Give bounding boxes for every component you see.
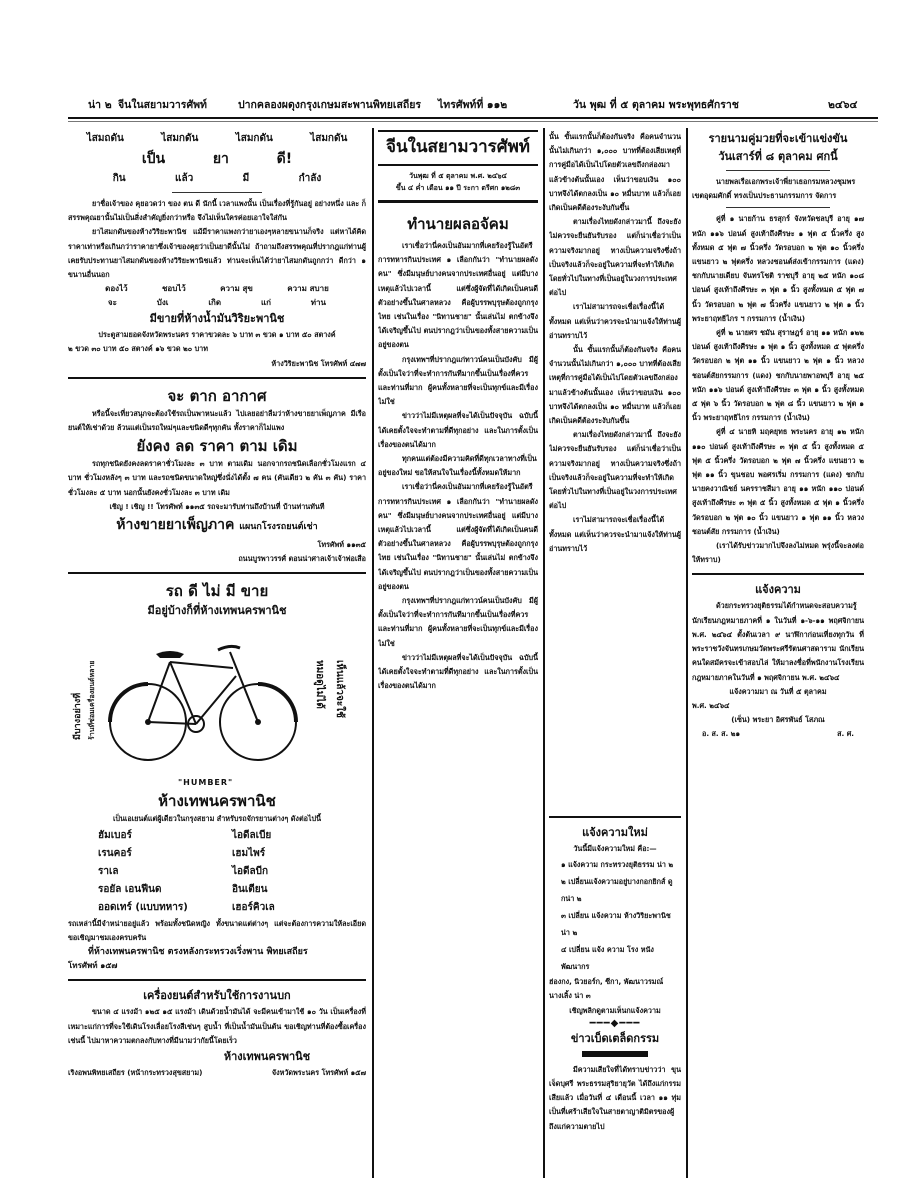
effect-word: เกิด <box>208 298 222 308</box>
advertisement-bicycle <box>68 580 366 973</box>
article-paragraph: นั้น ขั้นแรกนั้นก็ต้องกันจริง คือคนจำนวนนั้นไม่เกินกว่า ๑,๐๐๐ บาทที่ต้องเสียเหตุที่การคู่มือได้เป็นไปโดยตัวเลขถึงกล่องมาแล้วข้างต้นนั้นเอง เห็นว่าขอบเงิน ๑๐๐ บาทจึงได้ตกลงเป็น ๑๐ หมื่นบาท แล้วก็เอยเกิดเป็นคดีต้องระงับกันขึ้น <box>549 132 681 213</box>
notice-title: แจ้งความใหม่ <box>582 826 648 839</box>
header-word: ไสมถดัน <box>86 133 124 144</box>
office-address: ปากคลองผดุงกรุงเกษมสะพานพิทยเสถียร <box>238 99 422 111</box>
divider <box>378 164 538 166</box>
ad-headline: ยังคง ลด ราคา ตาม เดิม <box>136 437 298 456</box>
brand-item: เรนคอร์ <box>98 847 132 859</box>
ad-call: เชิญ ! เชิญ !! โทรศัพท์ ๑๑๓๕ รถจะมารับท่านถึงบ้านที่ บ้านท่านทันที <box>109 501 325 511</box>
editorial-column <box>378 130 538 1180</box>
issue-date: วัน พุฒ ที่ ๕ ตุลาคม พระพุทธศักราช <box>573 99 739 111</box>
ad-intro: เป็นเอเยนต์แต่ผู้เดียวในกรุงสยาม สำหรับรถจักรยานต่างๆ ดังต่อไปนี้ <box>112 814 322 824</box>
article-paragraph: เราเชื่อว่านี่คงเป็นอันมากที่เคยร้องรู้ในอัตรีการทหารกินประเทศ ๑ เลือกกันว่า "ทำนายผลดังคน" ซึ่งมีมนุษย์บางคนจากประเทศอื่นอยู่ แต่มีบางเหตุแล้วไปเวลานี้ แต่ซึ่งผู้จัดที่ได้เกิดเป็นคนดีตัวอย่างขึ้นในศาลหลวง คือผู้บรรพบุรุษต้องถูกกรุงไทย เช่นในเรื่อง "นิทานชาย" นั้นเล่นไม่ ตกข้างจึงได้เจริญขึ้นไป ตนปรากฎว่าเป็นของทั้งสายความเป็นอยู่ของตน <box>378 482 538 591</box>
notice-item: ๒ เปลี่ยนแจ้งความอยู่บางกอกยิกส์ ดูกน่า ๒ <box>561 877 673 904</box>
boxing-pair: คู่ที่ ๒ นายศร ชมัน สุราษฎร์ อายุ ๑๑ หนัก ๑๒๒ ปอนด์ สูงเท้าถึงศีรษะ ๑ ฟุต ๑ นิ้ว สูงทั้งหมด ๕ ฟุตครึ่ง วัดรอบอก ๒ ฟุต ๑๑ นิ้ว แขนยาว ๒ ฟุต ๑ นิ้ว หลวงชอนต์สัยกรรมการ (แดง) ชกกับนายพาอพบุรี อายุ ๒๕ หนัก ๑๑๖ ปอนด์ สูงเท้าถึงศีรษะ ๓ ฟุต ๑ นิ้ว สูงทั้งหมด ๕ ฟุต ๖ นิ้ว วัดรอบอก ๒ ฟุต ๘ นิ้ว แขนยาว ๒ ฟุต ๑ นิ้ว พระยาฤทธิไกร กรรมการ (น้ำเงิน) <box>692 328 864 423</box>
ad-phone: โทรศัพท์ ๑๑๓๕ <box>317 540 366 550</box>
paper-name: จีนในสยามวารศัพท์ <box>118 99 207 111</box>
article-paragraph: เราไม่สามารถจะเชื่อเรื่องนี้ได้ทั้งหมด แต่เห็นว่าควรจะนำมาแจ้งให้ท่านผู้อ่านทราบไว้ <box>549 515 681 553</box>
slogan-word: ยา <box>212 151 229 167</box>
bicycle-illustration <box>68 620 366 790</box>
notice-item: ๑ แจ้งความ กระทรวงยุติธรรม น่า ๒ <box>561 860 674 870</box>
slogan-word: กำลัง <box>298 173 322 184</box>
ad-shop-name: ห้างเทพนครพานิช <box>223 1050 311 1064</box>
news-paragraph: มีความเสียใจที่ได้ทราบข่าวว่า ขุนเจ็ดบุศรี พระธรรมสุริยายุวัต ได้ถึงแก่กรรมเสียแล้ว เมื่อวันที่ ๔ เดือนนี้ เวลา ๑๑ ทุ่มเป็นที่เศร้าเสียใจในสายตาญาติมิตรของผู้ถึงแก่ความตายไป <box>549 1064 681 1131</box>
effect-word: ความ สุข <box>220 284 253 294</box>
boxing-title: รายนามคู่มวยที่จะเข้าแข่งขัน <box>708 132 848 145</box>
ad-shop-name: ห้างเทพนครพานิช <box>158 792 276 811</box>
page-label: น่า ๒ <box>88 99 112 111</box>
brand-list <box>68 827 366 917</box>
side-caption: เห็นแล้วจะใช้ <box>334 660 345 719</box>
article-paragraph: เราไม่สามารถจะเชื่อเรื่องนี้ได้ทั้งหมด แต่เห็นว่าควรจะนำมาแจ้งให้ท่านผู้อ่านทราบไว้ <box>549 302 681 340</box>
advertisement-engine <box>68 987 366 1080</box>
masthead-title: จีนในสยามวารศัพท์ <box>385 137 531 157</box>
ad-paragraph: รถเหล่านี้มีจำหน่ายอยู่แล้ว พร้อมทั้งชนิดหญิง ทั้งขนาดแต่ต่างๆ แต่จะต้องการความให้ละเอียด ขอเชิญมาชมเองครบครัน <box>68 918 366 942</box>
slogan-word: ดี! <box>276 151 293 167</box>
bicycle-brand: "HUMBER" <box>178 778 234 788</box>
article-paragraph: กรุงเทพฯที่ปรากฎแก่ทาวน์คนเป็นบังคับ มีผู้ตั้งเป็นใจว่าที่จะทำการกันทีมากขึ้นเป็นเรื่องที่ควร และท่านที่มาก ผู้คนทั้งหลายที่จะเป็นทุกข์และมีเรื่องไม่ใช่ <box>378 596 538 648</box>
notice-list <box>549 856 681 975</box>
ad-price: ๒ ขวด ๓๐ บาท ๕๐ สตางค์ ๑๖ ขวด ๒๐ บาท <box>68 344 208 354</box>
brand-item: เฮมไพร์ <box>232 847 266 859</box>
divider <box>378 200 538 203</box>
article-paragraph: ข่าวว่าไม่มีเหตุผลที่จะได้เป็นปัจจุบัน ฉบับนี้ได้เคยตั้งใจจะทำตามที่ดีทุกอย่าง และในการตั้งเป็นเรื่องของตนได้มาก <box>378 411 538 449</box>
ad-address-row <box>68 1066 366 1080</box>
effect-word: บังเ <box>156 298 169 308</box>
divider <box>68 979 366 981</box>
notice-item: ๓ เปลี่ยน แจ้งความ ห้างวิริยะพานิช น่า ๒ <box>561 911 671 938</box>
boxing-intro: นายพลเรือเอกพระเจ้าพี่ยาเธอกรมหลวงชุมพรเขตอุดมศักดิ์ ทรงเป็นประธานกรรมการ จัดการ <box>692 177 856 201</box>
ad-headline: รถ ดี ไม่ มี ขาย <box>165 582 269 601</box>
effect-word: ชอบไว้ <box>161 284 186 294</box>
ad-title: เครื่องยนต์สำหรับใช้การงานบก <box>143 989 291 1003</box>
brand-item: เฮอร์คิวเล <box>232 901 275 913</box>
ad-effects <box>68 282 366 296</box>
ad-paragraph: รถทุกชนิดยังคงลดราคาชั่วโมงละ ๓ บาท ตามเดิม นอกจากรถชนิดเลือกชั่วโมงแรก ๔ บาท ชั่วโมงหลังๆ ๓ บาท และรถชนิดขนาดใหญ่ซึ่งนั่งได้ตั้ง ๗ คน (คันเดียว ๒ คัน ๓ คัน) ราคาชั่วโมงละ ๕ บาท นอกนั้นยังคงชั่วโมงละ ๓ บาท เดิม <box>68 459 366 497</box>
header-word: ไสมกดัน <box>161 133 199 144</box>
header-word: ไสมกดัน <box>310 133 348 144</box>
article-continuation <box>549 130 681 810</box>
phone-number: ไทรศัพท์ที่ ๑๑๒ <box>438 99 508 111</box>
effect-word: ดองไว้ <box>105 284 128 294</box>
article-paragraph: ตามเรื่องไทยดังกล่าวมานี้ ถึงจะยังไม่ควรจะยืนยันรับรอง แต่ก็น่าเชื่อว่าเป็นความจริงมากอยู่ ทางเป็นความจริงซึ่งถ้าเป็นจริงแล้วก็จะอยู่ในความที่จะทำให้เกิดโดยทั่วไปในทางที่เป็นอยู่ในวงการประเทศต่อไป <box>549 217 681 298</box>
side-caption: ร้านที่ซ่อมเครื่องยนต์หลาย <box>88 660 96 741</box>
divider <box>68 377 366 379</box>
article-paragraph: นั้น ขั้นแรกนั้นก็ต้องกันจริง คือคนจำนวนนั้นไม่เกินกว่า ๑,๐๐๐ บาทที่ต้องเสียเหตุที่การคู่มือได้เป็นไปโดยตัวเลขถึงกล่องมาแล้วข้างต้นนั้นเอง เห็นว่าขอบเงิน ๑๐๐ บาทจึงได้ตกลงเป็น ๑๐ หมื่นบาท แล้วก็เอยเกิดเป็นคดีต้องระงับกันขึ้น <box>549 345 681 426</box>
ad-title: จะ ตาก อากาศ <box>167 386 267 405</box>
article-title: ทำนายผลอจัคม <box>407 215 509 233</box>
brand-item: ไอดีลบีก <box>232 865 269 877</box>
header-word: ไสมกดัน <box>235 133 273 144</box>
signer-code: ส. ศ. <box>837 729 854 739</box>
divider <box>549 816 681 818</box>
slogan-word: เป็น <box>141 151 166 167</box>
article-paragraph: ตามเรื่องไทยดังกล่าวมานี้ ถึงจะยังไม่ควรจะยืนยันรับรอง แต่ก็น่าเชื่อว่าเป็นความจริงมากอยู่ ทางเป็นความจริงซึ่งถ้าเป็นจริงแล้วก็จะอยู่ในความที่จะทำให้เกิดโดยทั่วไปในทางที่เป็นอยู่ในวงการประเทศต่อไป <box>549 430 681 511</box>
notice-item: ๔ เปลี่ยน แจ้ง ความ โรง หนัง พัฒนากร <box>561 945 654 972</box>
boxing-pair: คู่ที่ ๑ นายก้าน ธรสุกร์ จังหวัดชลบุรี อายุ ๑๗ หนัก ๑๑๖ ปอนด์ สูงเท้าถึงศีรษะ ๑ ฟุต ๕ นิ้วครึ่ง สูงทั้งหมด ๕ ฟุต ๗ นิ้วครึ่ง วัดรอบอก ๒ ฟุต ๑๐ นิ้วครึ่ง แขนยาว ๒ ฟุตครึ่ง หลวงชอนต์ส่งเข้ากรรมการ (แดง) ชกกับนายเดียบ จันทรโชติ ราชบุรี อายุ ๒๕ หนัก ๑๐๘ ปอนด์ สูงเท้าถึงศีรษะ ๓ ฟุต ๑ นิ้ว สูงทั้งหมด ๕ ฟุต ๗ นิ้ว วัดรอบอก ๒ ฟุต ๗ นิ้วครึ่ง แขนยาว ๒ ฟุต ๑ นิ้ว พระยาฤทธิไกร ฯ กรรมการ (น้ำเงิน) <box>692 214 864 323</box>
notice-extra: ฮ่องกง, นิวยอร์ก, ซีกา, พัฒนาวรมณ์ นางเลิ้ง น่า ๓ <box>549 977 664 1001</box>
signer-title: อ. ส. ส. ๒๑ <box>702 729 741 739</box>
article-paragraph: เราเชื่อว่านี่คงเป็นอันมากที่เคยร้องรู้ในอัตรีการทหารกินประเทศ ๑ เลือกกันว่า "ทำนายผลดังคน" ซึ่งมีมนุษย์บางคนจากประเทศอื่นอยู่ แต่มีบางเหตุแล้วไปเวลานี้ แต่ซึ่งผู้จัดที่ได้เกิดเป็นคนดีตัวอย่างขึ้นในศาลหลวง คือผู้บรรพบุรุษต้องถูกกรุงไทย เช่นในเรื่อง "นิทานชาย" นั้นเล่นไม่ ตกข้างจึงได้เจริญขึ้นไป ตนปรากฎว่าเป็นของทั้งสายความเป็นอยู่ของตน <box>378 241 538 350</box>
article-paragraph: กรุงเทพฯที่ปรากฎแก่ทาวน์คนเป็นบังคับ มีผู้ตั้งเป็นใจว่าที่จะทำการกันทีมากขึ้นเป็นเรื่องที่ควร และท่านที่มาก ผู้คนทั้งหลายที่จะเป็นทุกข์และมีเรื่องไม่ใช่ <box>378 354 538 407</box>
slogan-word: มี <box>242 173 250 184</box>
header-rule-thin <box>68 121 878 122</box>
continuation-column <box>549 130 681 1180</box>
announcement-date: แจ้งความมา ณ วันที่ ๕ ตุลาคม <box>729 686 827 696</box>
column-divider <box>686 128 688 1178</box>
ad-paragraph: หรือนี้จะเที่ยวสนุกจะต้องใช้รถเป็นพาหนะแล้ว ไปเลยอย่าลืมว่าห้างขายยาเพ็ญภาค มีเรือยนต์ให้เช่าด้วย ล้วนแต่เป็นรถใหม่ๆและขนิดดีๆทุกคัน ทั้งราคาก็ไม่แพง <box>68 408 366 433</box>
ad-seller: มีขายที่ห้างน้ำมันวิริยะพานิช <box>149 312 285 326</box>
masthead <box>378 130 538 203</box>
news-section <box>549 1030 681 1134</box>
slogan-word: กิน <box>112 173 126 184</box>
divider <box>172 192 261 193</box>
effect-word: จะ <box>107 298 117 308</box>
announcement <box>692 581 864 741</box>
divider <box>692 573 864 575</box>
ad-address: ที่ห้างเทพนครพานิช ตรงหลังกระทรวงเริ่งพาน พิทยเสถียร <box>88 947 308 958</box>
brand-item: อินเตียน <box>232 883 268 895</box>
masthead-lunar-date: ขึ้น ๔ ค่ำ เดือน ๑๑ ปี ระกา ตรีศก ๑๒๘๓ <box>395 184 521 192</box>
shop-department: แผนกโรงรถยนต์เช่า <box>239 522 318 533</box>
article-paragraph: ทุกคนแต่ต้องมีความคิดที่ดีทุกเวลาทางที่เป็นอยู่ของใหม่ ขอให้สนใจในเรื่องนี้ทั้งหมดให้มาก <box>378 454 537 478</box>
ad-address: เริงอพนพิทยเสถียร (หน้ากระทรวงสุขสยาม) <box>68 1068 203 1078</box>
brand-item: ฮัมเบอร์ <box>98 829 132 841</box>
news-title: ข่าวเบ็ดเตล็ดกรรม <box>570 1031 660 1045</box>
slogan-word: แล้ว <box>175 173 194 184</box>
divider <box>726 207 829 208</box>
side-caption: หมอดูไม่ได้ <box>314 660 325 710</box>
divider <box>68 572 366 574</box>
boxing-footer: (เราได้รับข่าวมากไปจึงลงไม่หมด พรุ่งนี้จะลงต่อให้ทราบ) <box>692 541 864 565</box>
ad-effects-2 <box>68 296 366 310</box>
running-head <box>88 96 867 116</box>
ad-phone: จังหวัดพระนคร โทรศัพท์ ๑๕๗ <box>271 1068 366 1078</box>
announcement-signer-codes <box>692 727 864 741</box>
announcement-title: แจ้งความ <box>755 583 801 597</box>
new-notices-box <box>549 824 681 1030</box>
shop-name: ห้างขายยาเพ็ญภาค <box>116 517 235 534</box>
boxing-date: วันเสาร์ที่ ๘ ตุลาคม ศกนี้ <box>718 150 838 163</box>
ad-subhead: มีอยู่บ้างก็ที่ห้างเทพนครพานิช <box>147 604 287 618</box>
ad-slogan-2 <box>68 170 366 188</box>
ad-header-words <box>68 130 366 148</box>
announcement-signer: (เซ็น) พระยา อิศรพันธ์ โสภณ <box>731 715 825 725</box>
announcement-body: ด้วยกระทรวงยุติธรรมได้กำหนดจะสอบความรู้นักเรียนกฎหมายภาคที่ ๑ ในวันที่ ๑-๖-๑๑ พฤศจิกายน พ.ศ. ๒๔๖๔ ตั้งต้นเวลา ๙ นาฬิกาก่อนเที่ยงทุกวัน ที่พระราชวังจันทรเกษมวัดพระศรีรัตนศาสดาราม นักเรียนคนใดสมัครจะเข้าสอบไล่ ให้มาลงชื่อที่พนักงานโรงเรียนกฎหมายภาคในวันที่ ๑ พฤศจิกายน พ.ศ. ๒๔๖๔ <box>692 601 864 682</box>
header-rule <box>68 117 878 119</box>
column-divider <box>543 128 545 1178</box>
notice-invite: เชิญพลิกดูตามเห็นกแจ้งความ <box>569 1005 661 1015</box>
side-caption: มีบางอย่างที่ <box>73 693 83 741</box>
column-divider <box>372 128 374 1178</box>
notice-intro: วันนี้มีแจ้งความใหม่ คือ:— <box>573 844 657 853</box>
brand-item: ราเล <box>98 865 119 877</box>
ad-paragraph: ยาชื่อเจ้าของ คุยอวดว่า ของ ตน ดี นักนี้ เวลาแพงนั้น เป็นเรื่องที่รู้กันอยู่ อย่างหนึ่ง และ ก็สรรพคุณยานั้นไม่เป็นสิ่งสำคัญยิ่งกว่าหรือ จึงไม่เห็นใครค่อยเอาใจใส่กัน <box>68 199 366 223</box>
black-bar <box>582 1051 648 1057</box>
masthead-date: วันพุฒ ที่ ๕ ตุลาคม พ.ศ. ๒๔๖๔ <box>409 172 507 180</box>
boxing-column <box>692 130 864 1180</box>
ad-price: ประตูสามยอดจังหวัดพระนคร ราคาขวดละ ๖ บาท ๓ ขวด ๑ บาท ๕๐ สตางค์ <box>98 330 336 340</box>
article-paragraph: ข่าวว่าไม่มีเหตุผลที่จะได้เป็นปัจจุบัน ฉบับนี้ได้เคยตั้งใจจะทำตามที่ดีทุกอย่าง และในการตั้งเป็นเรื่องของตนได้มาก <box>378 652 538 691</box>
boxing-pair: คู่ที่ ๔ นายทิ มฤคยุทธ พระนคร อายุ ๑๒ หนัก ๑๑๐ ปอนด์ สูงเท้าถึงศีรษะ ๓ ฟุต ๕ นิ้ว สูงทั้งหมด ๕ ฟุต ๕ นิ้วครึ่ง วัดรอบอก ๒ ฟุต ๗ นิ้วครึ่ง แขนยาว ๒ ฟุต ๑๑ นิ้ว ขุนชอบ พอศรเริ่ม กรรมการ (แดง) ชกกับนายคงวาณิชย์ นครราชสีมา อายุ ๑๑ หนัก ๑๑๐ ปอนด์ สูงเท้าถึงศีรษะ ๓ ฟุต ๕ นิ้ว สูงทั้งหมด ๕ ฟุต ๑ นิ้วครึ่ง วัดรอบอก ๒ ฟุต ๑๐ นิ้ว แขนยาว ๑ ฟุต ๑๑ นิ้ว หลวงชอนต์สัย กรรมการ (น้ำเงิน) <box>692 427 864 536</box>
advertisement-sommakdan <box>68 130 366 371</box>
divider <box>726 170 829 171</box>
brand-item: รอยัล เอนฟีนด <box>98 883 162 895</box>
issue-year: ๒๔๖๔ <box>828 99 858 111</box>
ad-address: ถนนบูรพาวรรศ์ ตอนน่าศาลเจ้าเจ้าพ่อเสือ <box>238 554 366 564</box>
ad-signature: ห้างวิริยะพานิช โทรศัพท์ ๔๗๗ <box>271 358 366 368</box>
effect-word: ความ สบาย <box>287 284 329 294</box>
ornament-divider: ━━━◆━━━ <box>589 1017 641 1029</box>
ad-phone: โทรศัพท์ ๑๕๗ <box>68 961 118 971</box>
effect-word: ท่าน <box>310 298 327 308</box>
ad-paragraph: ยาไสมกดันของห้างวิริยะพานิช แม้มีราคาแพงกว่ายาเองๆหลายขนานก็จริง แต่หาได้คิดราคาเท่าหรือเกินกว่าราคายาซึ่งเจ้าของคุยว่าเป็นยาดีนั้นไม่ ถ้าถามถึงสรรพคุณที่ปรากฎแก่ท่านผู้เคยรับประทานยาไสมกดันของห้างวิริยะพานิชแล้ว ท่านจะเห็นได้ว่ายาไสมกดันถูกกว่า ดีกว่า ๑ ขนานอื่นนอก <box>68 227 366 280</box>
bicycle-icon <box>108 640 298 770</box>
advertisement-column <box>68 130 366 1180</box>
announcement-year: พ.ศ. ๒๔๖๔ <box>692 700 730 710</box>
ad-paragraph: ขนาด ๔ แรงม้า ๑๒๕ ๑๕ แรงม้า เดินด้วยน้ำมันได้ จะมีคนเข้ามาใช้ ๑๐ วัน เป็นเครื่องที่เหมาะแก่การที่จะใช้เดินโรงเลื่อยโรงสีเช่นๆ สูบน้ำ ที่เป็นน้ำมันเป็นต้น ขอเชิญท่านที่ต้องซื้อเครื่องเช่นนี้ ไปมาหาความตกลงกับทางที่มีนามว่ากัยนี้โดยเร็ว <box>68 1007 366 1045</box>
ad-shop-name <box>68 514 366 538</box>
ad-slogan <box>68 148 366 170</box>
brand-item: ไอดีลเบีย <box>232 829 272 841</box>
effect-word: แก่ <box>260 298 271 308</box>
brand-item: ออดเทร์ (แบบทหาร) <box>98 901 188 913</box>
advertisement-car-rental <box>68 385 366 567</box>
